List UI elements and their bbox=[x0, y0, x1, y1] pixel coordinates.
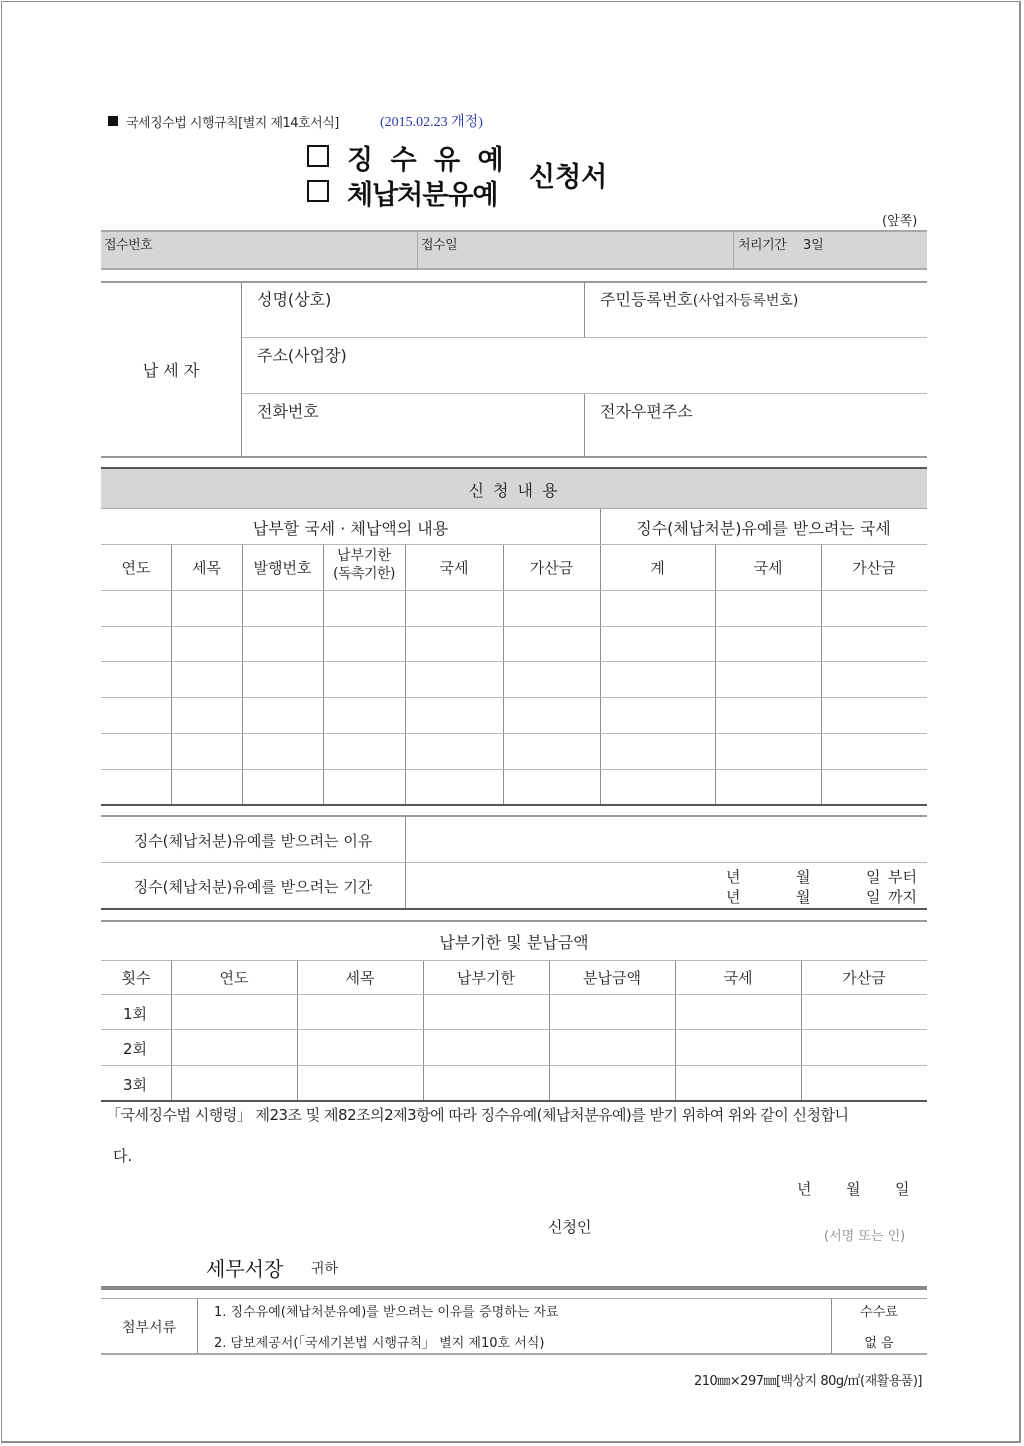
taxpayer-name-field[interactable] bbox=[243, 308, 583, 336]
taxpayer-phone-label: 전화번호 bbox=[257, 402, 319, 421]
col-surcharge-cell[interactable] bbox=[505, 698, 598, 732]
col-year-header: 연도 bbox=[219, 969, 249, 987]
table-row bbox=[101, 662, 927, 696]
col-total-header: 계 bbox=[650, 559, 665, 577]
col-deferral-surcharge-header: 가산금 bbox=[852, 559, 896, 577]
col-national-tax-cell[interactable] bbox=[407, 591, 501, 625]
application-section-title: 신 청 내 용 bbox=[468, 481, 560, 500]
col-deferral-national-tax-cell[interactable] bbox=[717, 734, 819, 768]
col-year-cell[interactable] bbox=[103, 591, 169, 625]
col-due-date-cell[interactable] bbox=[325, 662, 403, 696]
declaration-line-1: 「국세징수법 시행령」 제23조 및 제82조의2제3항에 따라 징수유예(체납처분유예)를 받기 위하여 위와 같이 신청합니 bbox=[106, 1106, 849, 1124]
deferral-reason-field[interactable] bbox=[407, 817, 926, 861]
period-from-suffix: 부터 bbox=[888, 868, 917, 886]
divider bbox=[733, 231, 734, 269]
signature-hint: (서명 또는 인) bbox=[824, 1229, 906, 1244]
col-surcharge-cell[interactable] bbox=[803, 1066, 925, 1099]
divider bbox=[197, 1299, 198, 1353]
taxpayer-email-field[interactable] bbox=[586, 420, 926, 454]
col-tax-item-cell[interactable] bbox=[299, 995, 421, 1028]
divider bbox=[101, 920, 927, 922]
col-deferral-national-tax-header: 국세 bbox=[753, 559, 783, 577]
col-due-date-cell[interactable] bbox=[325, 770, 403, 804]
col-due-date-cell[interactable] bbox=[425, 1066, 547, 1099]
col-surcharge-header: 가산금 bbox=[842, 969, 886, 987]
col-total-cell[interactable] bbox=[602, 770, 713, 804]
checkbox-collection-deferral[interactable] bbox=[307, 145, 329, 167]
col-due-date-header bbox=[323, 547, 405, 583]
col-due-date-cell[interactable] bbox=[425, 1030, 547, 1063]
date-year-label: 년 bbox=[797, 1180, 812, 1198]
col-deferral-surcharge-cell[interactable] bbox=[823, 627, 925, 661]
divider bbox=[101, 544, 927, 545]
taxpayer-section-label: 납 세 자 bbox=[142, 361, 200, 380]
col-surcharge-header: 가산금 bbox=[529, 559, 574, 577]
recipient-suffix: 귀하 bbox=[311, 1261, 339, 1277]
black-square-icon bbox=[108, 116, 118, 126]
col-year-cell[interactable] bbox=[173, 995, 295, 1028]
fee-value: 없 음 bbox=[864, 1336, 894, 1351]
period-from-month: 월 bbox=[796, 868, 811, 886]
period-to-day: 일 bbox=[866, 888, 881, 906]
col-due-date-cell[interactable] bbox=[425, 995, 547, 1028]
processing-period-label: 처리기간 bbox=[738, 238, 787, 253]
due-date-header-line-2: (독촉기한) bbox=[332, 566, 396, 582]
col-surcharge-cell[interactable] bbox=[505, 770, 598, 804]
col-year-cell[interactable] bbox=[103, 662, 169, 696]
applicant-label: 신청인 bbox=[548, 1218, 592, 1236]
col-deferral-surcharge-cell[interactable] bbox=[823, 591, 925, 625]
period-to-suffix: 까지 bbox=[888, 888, 917, 906]
title-suffix: 신청서 bbox=[529, 162, 608, 193]
divider bbox=[242, 393, 927, 394]
col-year-cell[interactable] bbox=[173, 1066, 295, 1099]
col-installment-amount-cell[interactable] bbox=[551, 1030, 673, 1063]
table-row bbox=[101, 770, 927, 804]
col-deferral-surcharge-cell[interactable] bbox=[823, 770, 925, 804]
col-year-cell[interactable] bbox=[173, 1030, 295, 1063]
divider bbox=[101, 1298, 927, 1299]
processing-period-value: 3일 bbox=[803, 238, 824, 253]
col-deferral-national-tax-cell[interactable] bbox=[717, 698, 819, 732]
col-national-tax-header: 국세 bbox=[723, 969, 753, 987]
col-tax-item-cell[interactable] bbox=[299, 1030, 421, 1063]
receipt-number-label: 접수번호 bbox=[104, 238, 153, 253]
attachments-top-border bbox=[101, 1286, 927, 1290]
col-national-tax-header: 국세 bbox=[439, 559, 469, 577]
col-tax-item-cell[interactable] bbox=[173, 698, 240, 732]
period-from-day: 일 bbox=[866, 868, 881, 886]
col-tax-item-cell[interactable] bbox=[173, 770, 240, 804]
form-title bbox=[305, 138, 625, 211]
col-due-date-cell[interactable] bbox=[325, 591, 403, 625]
divider bbox=[584, 393, 585, 457]
col-issue-number-cell[interactable] bbox=[244, 662, 321, 696]
col-year-cell[interactable] bbox=[103, 770, 169, 804]
col-national-tax-cell[interactable] bbox=[407, 770, 501, 804]
col-deferral-national-tax-cell[interactable] bbox=[717, 627, 819, 661]
installment-count-label: 1회 bbox=[123, 1005, 148, 1023]
col-deferral-surcharge-cell[interactable] bbox=[823, 698, 925, 732]
period-from-year: 년 bbox=[726, 868, 741, 886]
title-option-collection-deferral: 징 수 유 예 bbox=[347, 145, 508, 176]
installment-row bbox=[101, 995, 927, 1028]
col-surcharge-cell[interactable] bbox=[505, 662, 598, 696]
table-row bbox=[101, 591, 927, 625]
col-surcharge-cell[interactable] bbox=[505, 591, 598, 625]
installments-title: 납부기한 및 분납금액 bbox=[439, 933, 589, 952]
revision-date: (2015.02.23 개정) bbox=[380, 115, 483, 130]
col-national-tax-cell[interactable] bbox=[407, 698, 501, 732]
group-header-tax-due: 납부할 국세 · 체납액의 내용 bbox=[252, 519, 449, 538]
col-installment-amount-cell[interactable] bbox=[551, 995, 673, 1028]
col-total-cell[interactable] bbox=[602, 627, 713, 661]
taxpayer-id-label bbox=[600, 287, 798, 310]
taxpayer-name-label: 성명(상호) bbox=[257, 290, 332, 309]
deferral-reason-label: 징수(체납처분)유예를 받으려는 이유 bbox=[133, 832, 373, 850]
divider bbox=[101, 1100, 927, 1102]
col-total-cell[interactable] bbox=[602, 591, 713, 625]
declaration-line-2: 다. bbox=[113, 1147, 133, 1165]
form-reference: 국세징수법 시행규칙[별지 제14호서식] bbox=[126, 116, 339, 131]
date-day-label: 일 bbox=[895, 1180, 910, 1198]
deferral-period-field[interactable] bbox=[407, 864, 926, 907]
taxpayer-address-field[interactable] bbox=[243, 364, 926, 392]
col-deferral-surcharge-cell[interactable] bbox=[823, 734, 925, 768]
col-surcharge-cell[interactable] bbox=[803, 995, 925, 1028]
col-tax-item-header: 세목 bbox=[345, 969, 375, 987]
table-row bbox=[101, 698, 927, 732]
col-issue-number-cell[interactable] bbox=[244, 698, 321, 732]
col-issue-number-cell[interactable] bbox=[244, 627, 321, 661]
divider bbox=[242, 337, 927, 338]
period-to-month: 월 bbox=[796, 888, 811, 906]
col-year-cell[interactable] bbox=[103, 734, 169, 768]
col-total-cell[interactable] bbox=[602, 662, 713, 696]
receipt-date-label: 접수일 bbox=[421, 238, 458, 253]
applicant-signature-field[interactable] bbox=[600, 1212, 815, 1238]
divider bbox=[417, 231, 418, 269]
period-to-year: 년 bbox=[726, 888, 741, 906]
fee-label: 수수료 bbox=[860, 1305, 898, 1320]
title-option-disposition-deferral: 체납처분유예 bbox=[347, 180, 498, 211]
col-deferral-national-tax-cell[interactable] bbox=[717, 770, 819, 804]
col-due-date-cell[interactable] bbox=[325, 734, 403, 768]
col-national-tax-cell[interactable] bbox=[677, 1030, 799, 1063]
taxpayer-id-field[interactable] bbox=[586, 308, 926, 336]
installment-row bbox=[101, 1030, 927, 1063]
col-surcharge-cell[interactable] bbox=[803, 1030, 925, 1063]
group-header-deferral-tax: 징수(체납처분)유예를 받으려는 국세 bbox=[636, 519, 891, 538]
divider bbox=[584, 282, 585, 337]
col-issue-number-cell[interactable] bbox=[244, 734, 321, 768]
col-installment-amount-header: 분납금액 bbox=[583, 969, 641, 987]
col-issue-number-cell[interactable] bbox=[244, 770, 321, 804]
col-year-header: 연도 bbox=[121, 559, 151, 577]
page-side-label: (앞쪽) bbox=[882, 214, 918, 229]
table-row bbox=[101, 734, 927, 768]
col-deferral-surcharge-cell[interactable] bbox=[823, 662, 925, 696]
col-year-cell[interactable] bbox=[103, 698, 169, 732]
col-tax-item-cell[interactable] bbox=[299, 1066, 421, 1099]
col-due-date-header: 납부기한 bbox=[457, 969, 515, 987]
installment-count-label: 2회 bbox=[123, 1040, 148, 1058]
col-surcharge-cell[interactable] bbox=[505, 627, 598, 661]
form-header bbox=[104, 110, 704, 134]
col-tax-item-cell[interactable] bbox=[173, 591, 240, 625]
table-row bbox=[101, 627, 927, 661]
divider bbox=[101, 908, 927, 910]
date-month-label: 월 bbox=[846, 1180, 861, 1198]
deferral-period-label: 징수(체납처분)유예를 받으려는 기간 bbox=[133, 878, 373, 896]
installment-count-label: 3회 bbox=[123, 1076, 148, 1094]
col-tax-item-header: 세목 bbox=[192, 559, 221, 577]
col-surcharge-cell[interactable] bbox=[505, 734, 598, 768]
col-installment-amount-cell[interactable] bbox=[551, 1066, 673, 1099]
col-due-date-cell[interactable] bbox=[325, 698, 403, 732]
attachments-label: 첨부서류 bbox=[121, 1320, 177, 1336]
taxpayer-id-label-main: 주민등록번호 bbox=[600, 290, 693, 309]
col-national-tax-cell[interactable] bbox=[407, 627, 501, 661]
col-tax-item-cell[interactable] bbox=[173, 662, 240, 696]
taxpayer-address-label: 주소(사업장) bbox=[257, 346, 347, 365]
col-national-tax-cell[interactable] bbox=[407, 734, 501, 768]
divider bbox=[101, 1353, 927, 1355]
col-count-header: 횟수 bbox=[121, 969, 151, 987]
divider bbox=[101, 804, 927, 806]
due-date-header-line-1: 납부기한 bbox=[336, 548, 392, 564]
checkbox-disposition-deferral[interactable] bbox=[307, 180, 329, 202]
attachment-item-1: 1. 징수유예(체납처분유예)를 받으려는 이유를 증명하는 자료 bbox=[214, 1305, 559, 1320]
divider bbox=[101, 456, 927, 458]
col-deferral-national-tax-cell[interactable] bbox=[717, 662, 819, 696]
installment-row bbox=[101, 1066, 927, 1099]
taxpayer-email-label: 전자우편주소 bbox=[600, 402, 693, 421]
col-tax-item-cell[interactable] bbox=[173, 627, 240, 661]
divider bbox=[101, 960, 927, 961]
divider bbox=[241, 282, 242, 457]
divider bbox=[101, 281, 927, 283]
col-national-tax-cell[interactable] bbox=[677, 1066, 799, 1099]
divider bbox=[101, 862, 927, 863]
taxpayer-id-label-sub: (사업자등록번호) bbox=[692, 293, 799, 309]
col-tax-item-cell[interactable] bbox=[173, 734, 240, 768]
recipient-title: 세무서장 bbox=[206, 1257, 284, 1281]
col-issue-number-header: 발행번호 bbox=[253, 559, 312, 577]
col-due-date-cell[interactable] bbox=[325, 627, 403, 661]
col-national-tax-cell[interactable] bbox=[407, 662, 501, 696]
paper-spec: 210㎜×297㎜[백상지 80g/㎡(재활용품)] bbox=[693, 1374, 922, 1389]
col-deferral-national-tax-cell[interactable] bbox=[717, 591, 819, 625]
attachment-item-2: 2. 담보제공서(「국세기본법 시행규칙」 별지 제10호 서식) bbox=[214, 1336, 545, 1351]
col-total-cell[interactable] bbox=[602, 734, 713, 768]
taxpayer-phone-field[interactable] bbox=[243, 420, 583, 454]
col-issue-number-cell[interactable] bbox=[244, 591, 321, 625]
col-year-cell[interactable] bbox=[103, 627, 169, 661]
col-national-tax-cell[interactable] bbox=[677, 995, 799, 1028]
col-total-cell[interactable] bbox=[602, 698, 713, 732]
